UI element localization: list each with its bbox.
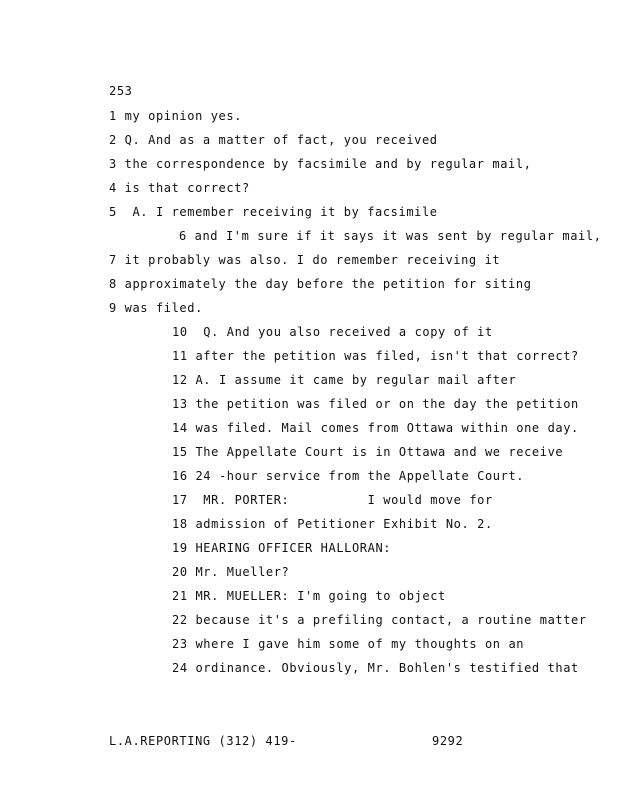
- transcript-line: 9 was filed.: [109, 301, 203, 315]
- transcript-line: 24 ordinance. Obviously, Mr. Bohlen's testified that: [172, 661, 579, 675]
- transcript-line: 11 after the petition was filed, isn't that correct?: [172, 349, 579, 363]
- transcript-line: 4 is that correct?: [109, 181, 250, 195]
- transcript-line: 10 Q. And you also received a copy of it: [172, 325, 493, 339]
- transcript-line: 22 because it's a prefiling contact, a routine matter: [172, 613, 587, 627]
- transcript-line: 19 HEARING OFFICER HALLORAN:: [172, 541, 392, 555]
- transcript-line: 18 admission of Petitioner Exhibit No. 2.: [172, 517, 493, 531]
- transcript-line: 7 it probably was also. I do remember receiving it: [109, 253, 501, 267]
- transcript-line: 23 where I gave him some of my thoughts on an: [172, 637, 525, 651]
- transcript-line: 16 24 -hour service from the Appellate Court.: [172, 469, 525, 483]
- transcript-line: 3 the correspondence by facsimile and by regular mail,: [109, 157, 532, 171]
- transcript-line: 15 The Appellate Court is in Ottawa and we receive: [172, 445, 564, 459]
- transcript-line: 20 Mr. Mueller?: [172, 565, 290, 579]
- page-number: 253: [109, 84, 133, 98]
- transcript-line: 21 MR. MUELLER: I'm going to object: [172, 589, 446, 603]
- transcript-line: 14 was filed. Mail comes from Ottawa within one day.: [172, 421, 579, 435]
- transcript-line: 6 and I'm sure if it says it was sent by regular mail,: [179, 229, 602, 243]
- transcript-line: 13 the petition was filed or on the day the petition: [172, 397, 579, 411]
- transcript-line: 1 my opinion yes.: [109, 109, 243, 123]
- transcript-line: 8 approximately the day before the petition for siting: [109, 277, 532, 291]
- transcript-line: 2 Q. And as a matter of fact, you received: [109, 133, 438, 147]
- footer-phone-suffix: 9292: [432, 734, 464, 748]
- transcript-line: 17 MR. PORTER: I would move for: [172, 493, 493, 507]
- transcript-line: 5 A. I remember receiving it by facsimile: [109, 205, 438, 219]
- transcript-line: 12 A. I assume it came by regular mail after: [172, 373, 517, 387]
- footer-reporter: L.A.REPORTING (312) 419-: [109, 734, 297, 748]
